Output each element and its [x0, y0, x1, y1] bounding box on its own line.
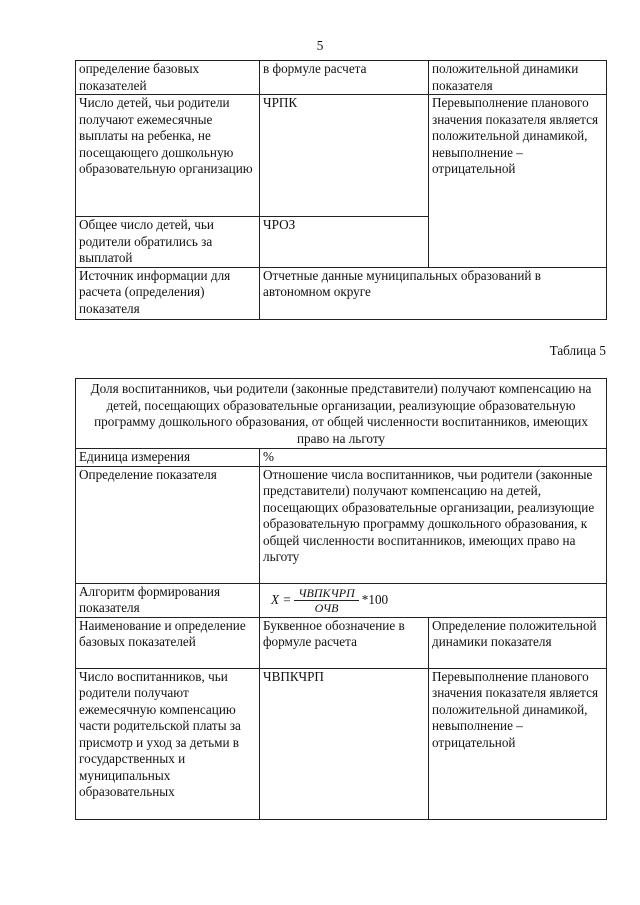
indicator-code: ЧРПК [260, 95, 429, 217]
page-number: 5 [316, 38, 324, 53]
header-col1: определение базовых показателей [76, 61, 260, 95]
indicator-dynamics: Перевыполнение планового значения показателя является положительной динамикой, невыполнение – отрицательной [429, 95, 607, 268]
source-row [76, 267, 607, 319]
formula-numerator: ЧВПКЧРП [294, 586, 359, 601]
header-col2: в формуле расчета [260, 61, 429, 95]
table-row [76, 95, 607, 217]
table-row [76, 668, 607, 819]
table-5 [75, 378, 607, 820]
formula [263, 584, 388, 615]
column-header-code: Буквенное обозначение в формуле расчета [260, 617, 429, 668]
indicator-code: ЧРОЗ [260, 217, 429, 268]
unit-value: % [260, 449, 607, 467]
indicator-code: ЧВПКЧРП [260, 668, 429, 819]
formula-denominator: ОЧВ [314, 600, 339, 615]
algorithm-row [76, 583, 607, 617]
unit-row [76, 449, 607, 467]
unit-label: Единица измерения [76, 449, 260, 467]
columns-header-row [76, 617, 607, 668]
source-value: Отчетные данные муниципальных образований в автономном округе [260, 267, 607, 319]
table-title: Доля воспитанников, чьи родители (законные представители) получают компенсацию на детей, посещающих образовательные организации, реализующие образовательную программу дошкольного образования, от общей численности воспитанников, имеющих право на льготу [76, 379, 607, 449]
column-header-name: Наименование и определение базовых показателей [76, 617, 260, 668]
indicator-dynamics: Перевыполнение планового значения показателя является положительной динамикой, невыполнение – отрицательной [429, 668, 607, 819]
indicator-name: Число детей, чьи родители получают ежемесячные выплаты на ребенка, не посещающего дошкольную образовательную организацию [76, 95, 260, 217]
formula-fraction [294, 586, 359, 615]
header-col3: положительной динамики показателя [429, 61, 607, 95]
indicator-name: Общее число детей, чьи родители обратились за выплатой [76, 217, 260, 268]
column-header-dynamics: Определение положительной динамики показателя [429, 617, 607, 668]
source-label: Источник информации для расчета (определения) показателя [76, 267, 260, 319]
algorithm-label: Алгоритм формирования показателя [76, 583, 260, 617]
table-caption: Таблица 5 [549, 343, 606, 358]
indicator-table-continued [75, 60, 607, 320]
algorithm-formula [260, 583, 607, 617]
formula-lhs: X = [271, 591, 292, 607]
table-header-row [76, 61, 607, 95]
table-title-row [76, 379, 607, 449]
indicator-name: Число воспитанников, чьи родители получают ежемесячную компенсацию части родительской платы за присмотр и уход за детьми в государственных и муниципальных образовательных [76, 668, 260, 819]
formula-multiplier: *100 [361, 591, 389, 607]
definition-value: Отношение числа воспитанников, чьи родители (законные представители) получают компенсацию на детей, посещающих образовательные организации, реализующие образовательную программу дошкольного образования, к общей численности воспитанников, имеющих право на льготу [260, 466, 607, 583]
definition-row [76, 466, 607, 583]
definition-label: Определение показателя [76, 466, 260, 583]
